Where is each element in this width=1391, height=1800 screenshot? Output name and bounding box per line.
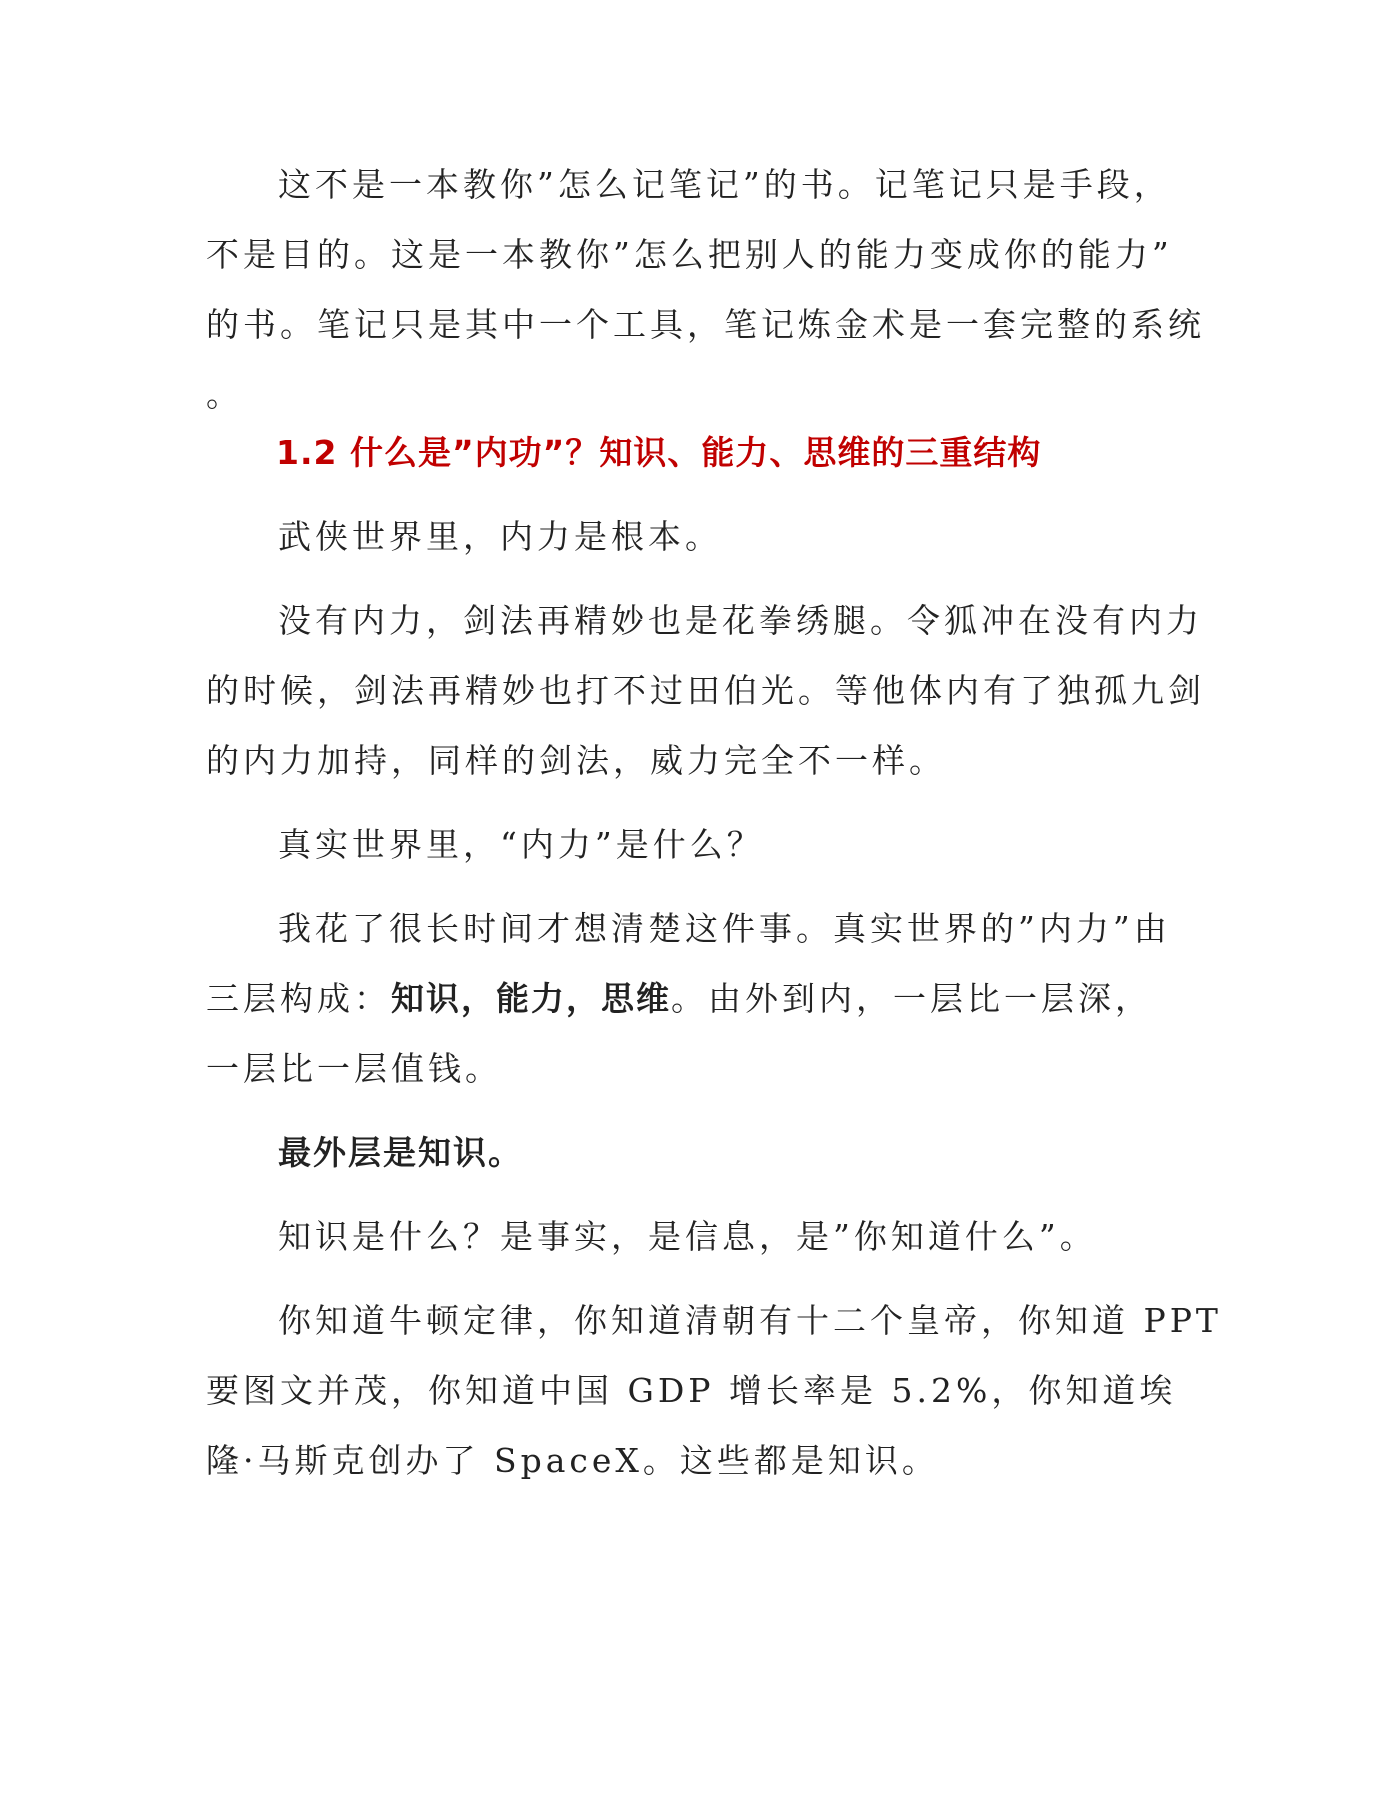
- text-line: 没有内力，剑法再精妙也是花拳绣腿。令狐冲在没有内力: [278, 601, 1203, 640]
- text-line: 一层比一层值钱。: [206, 1049, 502, 1088]
- text-span: 三层构成：: [206, 979, 391, 1018]
- text-line: 。: [206, 375, 243, 414]
- text-span: 。由外到内，一层比一层深，: [671, 979, 1152, 1018]
- text-line: 武侠世界里，内力是根本。: [278, 517, 722, 556]
- text-line: 不是目的。这是一本教你”怎么把别人的能力变成你的能力”: [206, 235, 1173, 274]
- text-line: 真实世界里，“内力”是什么？: [278, 825, 764, 864]
- text-line: 你知道牛顿定律，你知道清朝有十二个皇帝，你知道 PPT: [278, 1301, 1222, 1340]
- text-line: 的时候，剑法再精妙也打不过田伯光。等他体内有了独孤九剑: [206, 671, 1205, 710]
- text-line: 知识是什么？是事实，是信息，是”你知道什么”。: [278, 1217, 1097, 1256]
- section-heading: 1.2 什么是”内功”？知识、能力、思维的三重结构: [276, 433, 1042, 472]
- paragraph-knowledge-examples: [206, 1286, 1222, 1496]
- paragraph-linghuchong: [206, 586, 1205, 796]
- text-line: 隆·马斯克创办了 SpaceX。这些都是知识。: [206, 1441, 939, 1480]
- text-line: 的内力加持，同样的剑法，威力完全不一样。: [206, 741, 946, 780]
- document-body: [206, 150, 1222, 1496]
- paragraph-knowledge-definition: [206, 1202, 1186, 1272]
- text-line: 我花了很长时间才想清楚这件事。真实世界的”内力”由: [278, 909, 1171, 948]
- bold-keywords: 知识，能力，思维: [391, 979, 671, 1018]
- text-line: 的书。笔记只是其中一个工具，笔记炼金术是一套完整的系统: [206, 305, 1205, 344]
- paragraph-intro: [206, 150, 1205, 430]
- paragraph-three-layers: [206, 894, 1186, 1104]
- text-line: 要图文并茂，你知道中国 GDP 增长率是 5.2%，你知道埃: [206, 1371, 1177, 1410]
- text-line: [206, 964, 1186, 1034]
- bold-statement: 最外层是知识。: [278, 1133, 523, 1172]
- text-line: 这不是一本教你”怎么记笔记”的书。记笔记只是手段，: [278, 165, 1171, 204]
- paragraph-outer-layer: [206, 1118, 1186, 1188]
- paragraph-real-world-question: [206, 810, 1186, 880]
- paragraph-wuxia-world: [206, 502, 1186, 572]
